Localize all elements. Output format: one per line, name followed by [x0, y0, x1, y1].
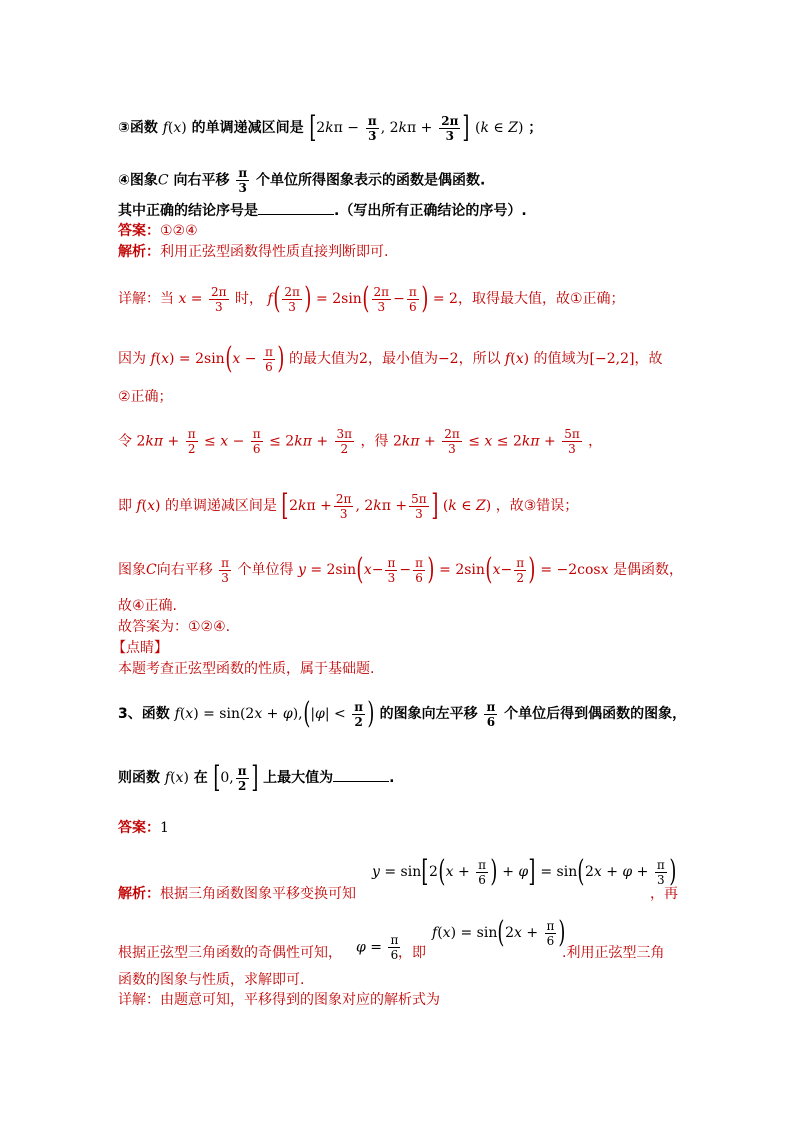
item-3: ③函数 f(x) 的单调递减区间是 [2kπ − $\frac{\pi}{3}$ , 2kπ + $\frac{2\pi}{3}$ ] (k ∈ Z) ； [118, 110, 543, 145]
fx-formula: f(x) = sin(2x + $\frac{\pi}{6}$ ) [432, 915, 566, 950]
answer-blank-2 [333, 767, 389, 782]
para-5-line2: 故④正确. [118, 598, 178, 614]
analysis-2-line2: 根据正弦型三角函数的奇偶性可知， [118, 945, 342, 961]
question-fill: 其中正确的结论序号是 .（写出所有正确结论的序号）. [118, 200, 527, 221]
analysis-2-formula: y = sin[2(x + $\frac{\pi}{6}$ ) + φ] = sin(2x + φ + $\frac{\pi}{3}$ ) [372, 854, 677, 889]
detail-1: 详解：当 x = $\frac{2\pi}{3}$ 时， f( $\frac{2\pi}{3}$ ) = 2sin( $\frac{2\pi}{3}$ − $\frac{\pi}{6}$ ) = 2，取得最大值，故①正确； [118, 281, 625, 316]
para-4: 即 f(x) 的单调递减区间是 [2kπ + $\frac{2\pi}{3}$ , 2kπ + $\frac{5\pi}{3}$ ] (k ∈ Z) ，故③错误； [118, 488, 579, 523]
analysis-2: 解析：根据三角函数图象平移变换可知 [118, 886, 356, 902]
question-3: 3、函数 f(x) = sin(2x + φ),(|φ| < $\frac{\pi}{2}$ ) 的图象向左平移 $\frac{\pi}{6}$ 个单位后得到偶函数的图象， [118, 696, 687, 731]
comment-text: 本题考查正弦型函数的性质，属于基础题. [118, 661, 375, 677]
comment-title: 【点睛】 [112, 640, 168, 656]
final-answer: 故答案为：①②④. [118, 619, 231, 635]
item-3-prefix: ③函数 [118, 120, 158, 136]
para-2: 因为 f(x) = 2sin(x − $\frac{\pi}{6}$ ) 的最大值为2，最小值为−2，所以 f(x) 的值域为[−2,2]，故 [118, 341, 663, 376]
question-3-line2: 则函数 f(x) 在 [0, $\frac{\pi}{2}$ ] 上最大值为 . [118, 760, 395, 795]
phi-value: φ = $\frac{\pi}{6}$ [356, 933, 399, 962]
answer-1: 答案：①②④ [118, 223, 198, 239]
para-3: 令 2kπ + $\frac{\pi}{2}$ ≤ x − $\frac{\pi}{6}$ ≤ 2kπ + $\frac{3\pi}{2}$ ，得 2kπ + $\frac{2\pi}{3}$ ≤ x ≤ 2kπ + $\frac{5\pi}{3}$ ， [118, 427, 603, 456]
analysis-2-tail: ，再 [650, 886, 678, 902]
item-4: ④图象C 向右平移 $\frac{\pi}{3}$ 个单位所得图象表示的函数是偶函数. [118, 166, 486, 195]
para-5: 图象C向右平移 $\frac{\pi}{3}$ 个单位得 y = 2sin(x− $\frac{\pi}{3}$ − $\frac{\pi}{6}$ ) = 2sin(x− $\frac{\pi}{2}$ ) = −2cosx 是偶函数， [118, 552, 683, 587]
analysis-2-line3: 函数的图象与性质，求解即可. [118, 972, 305, 988]
answer-2: 答案：1 [118, 820, 169, 836]
analysis-2-c: .利用正弦型三角 [562, 945, 665, 961]
answer-blank [258, 200, 334, 215]
analysis-1: 解析：利用正弦型函数得性质直接判断即可. [118, 244, 389, 260]
para-2-line2: ②正确； [118, 389, 173, 405]
detail-2: 详解：由题意可知，平移得到的图象对应的解析式为 [118, 992, 440, 1008]
item-3-text: 的单调递减区间是 [191, 120, 304, 136]
analysis-2-ji: ，即 [398, 945, 426, 961]
